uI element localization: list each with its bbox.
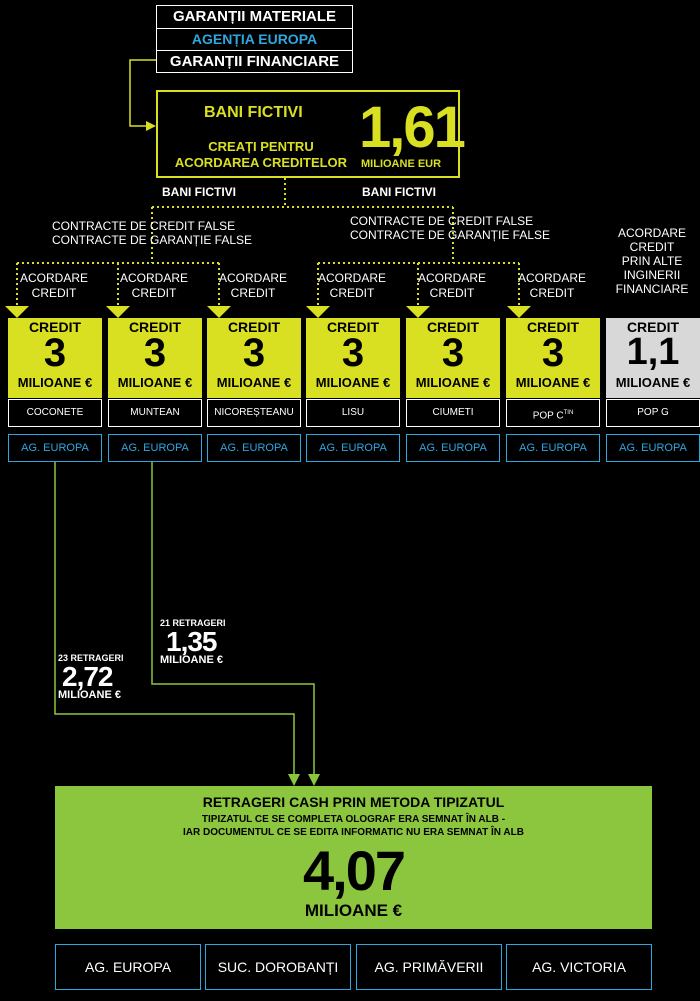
credit-amount: 3 [541,331,565,375]
credit-box-pop-c [506,318,600,398]
credit-unit: MILIOANE € [216,375,292,390]
credit-label: CREDIT [131,286,177,300]
other-engineering-line4: INGINERII [623,268,681,282]
withdrawal-amount: 1,35 [166,626,217,657]
agency-badge: AG. EUROPA [207,434,301,462]
other-engineering-line2: CREDIT [629,240,675,254]
credit-box-pop-g [606,318,700,398]
financial-guarantees-label: GARANȚII FINANCIARE [169,53,340,70]
grant-label: ACORDARE [119,271,188,285]
fictive-subtitle-line1: CREAȚI PENTRU [208,139,314,154]
credit-amount: 1,1 [626,331,680,373]
grant-credit-label [406,271,498,301]
borrower-name: NICOREȘTEANU [207,399,301,427]
agency-badge: AG. EUROPA [108,434,202,462]
credit-header: CREDIT [626,319,680,335]
fictive-money-subtitle [166,139,356,171]
fictive-money-unit: MILIOANE EUR [361,158,442,170]
agency-badge: AG. EUROPA [306,434,400,462]
credit-unit: MILIOANE € [17,375,93,390]
cash-description [55,813,652,839]
grant-credit-label [108,271,200,301]
grant-credit-label [306,271,398,301]
credit-header: CREDIT [128,319,182,335]
credit-header: CREDIT [28,319,82,335]
withdrawal-unit: MILIOANE € [58,689,121,701]
grant-label: ACORDARE [517,271,586,285]
grant-label: ACORDARE [19,271,88,285]
credit-amount: 3 [43,331,67,375]
credit-header: CREDIT [526,319,580,335]
cash-amount: 4,07 [303,839,404,902]
credit-amount: 3 [441,331,465,375]
grant-label: ACORDARE [218,271,287,285]
credit-header: CREDIT [326,319,380,335]
credit-unit: MILIOANE € [615,375,691,390]
credit-box-lisu [306,318,400,398]
other-engineering-text [606,226,698,296]
false-guarantee-contracts-left: CONTRACTE DE GARANȚIE FALSE [52,233,253,247]
credit-label: CREDIT [529,286,575,300]
grant-label: ACORDARE [417,271,486,285]
fictive-subtitle-line2: ACORDAREA CREDITELOR [174,155,348,170]
credit-amount: 3 [143,331,167,375]
false-guarantee-contracts-right: CONTRACTE DE GARANȚIE FALSE [350,228,551,242]
cash-title: RETRAGERI CASH PRIN METODA TIPIZATUL [202,794,505,810]
credit-label: CREDIT [329,286,375,300]
grant-credit-label [506,271,598,301]
branch-ag-victoria: AG. VICTORIA [506,944,652,990]
cash-unit: MILIOANE € [304,901,403,920]
branch-ag-primaverii: AG. PRIMĂVERII [356,944,502,990]
agency-badge: AG. EUROPA [406,434,500,462]
borrower-name [506,399,600,427]
agency-badge: AG. EUROPA [606,434,700,462]
agency-badge: AG. EUROPA [8,434,102,462]
credit-header: CREDIT [227,319,281,335]
other-engineering-line1: ACORDARE [617,226,686,240]
cash-withdrawal-box [55,786,652,929]
withdrawal-unit: MILIOANE € [160,654,223,666]
borrower-name: CIUMETI [406,399,500,427]
credit-unit: MILIOANE € [515,375,591,390]
credit-amount: 3 [242,331,266,375]
branch-suc-dorobanti: SUC. DOROBANȚI [205,944,351,990]
false-credit-contracts-right: CONTRACTE DE CREDIT FALSE [350,214,534,228]
borrower-name-text: POP C [532,410,564,422]
credit-box-muntean [108,318,202,398]
other-engineering-line5: FINANCIARE [615,282,689,296]
branch-label-right: BANI FICTIVI [362,185,436,199]
false-contracts-left [52,219,252,247]
cash-description-line1: TIPIZATUL CE SE COMPLETA OLOGRAF ERA SEMNAT ÎN ALB - [201,814,506,825]
credit-unit: MILIOANE € [315,375,391,390]
withdrawal-count: 21 RETRAGERI [160,618,226,628]
credit-box-nicoresteanu [207,318,301,398]
fictive-money-box [156,90,464,178]
borrower-name: COCONETE [8,399,102,427]
credit-label: CREDIT [429,286,475,300]
credit-box-coconete [8,318,102,398]
other-engineering-line3: PRIN ALTE [621,254,683,268]
borrower-name: MUNTEAN [108,399,202,427]
false-contracts-right [350,214,550,242]
agency-label: AGENȚIA EUROPA [157,29,352,51]
grant-label: ACORDARE [317,271,386,285]
grant-credit-label [8,271,100,301]
grant-credit-label [207,271,299,301]
borrower-name: LISU [306,399,400,427]
material-guarantees-label: GARANȚII MATERIALE [157,6,352,29]
borrower-name-sup: TIN [563,410,574,416]
false-credit-contracts-left: CONTRACTE DE CREDIT FALSE [52,219,236,233]
credit-unit: MILIOANE € [117,375,193,390]
withdrawal-amount: 2,72 [62,661,113,692]
withdrawal-count: 23 RETRAGERI [58,653,124,663]
cash-description-line2: IAR DOCUMENTUL CE SE EDITA INFORMATIC NU ERA SEMNAT ÎN ALB [183,827,524,838]
agency-badge: AG. EUROPA [506,434,600,462]
fictive-money-amount: 1,61 [359,95,464,160]
branch-label-left: BANI FICTIVI [162,185,236,199]
credit-amount: 3 [341,331,365,375]
credit-box-ciumeti [406,318,500,398]
withdrawal-muntean [160,618,226,666]
credit-label: CREDIT [230,286,276,300]
borrower-name: POP G [606,399,700,427]
credit-unit: MILIOANE € [415,375,491,390]
credit-label: CREDIT [31,286,77,300]
fictive-money-title: BANI FICTIVI [204,104,303,121]
credit-header: CREDIT [426,319,480,335]
guarantees-box [156,5,353,73]
branch-ag-europa: AG. EUROPA [55,944,201,990]
withdrawal-coconete [58,653,124,701]
